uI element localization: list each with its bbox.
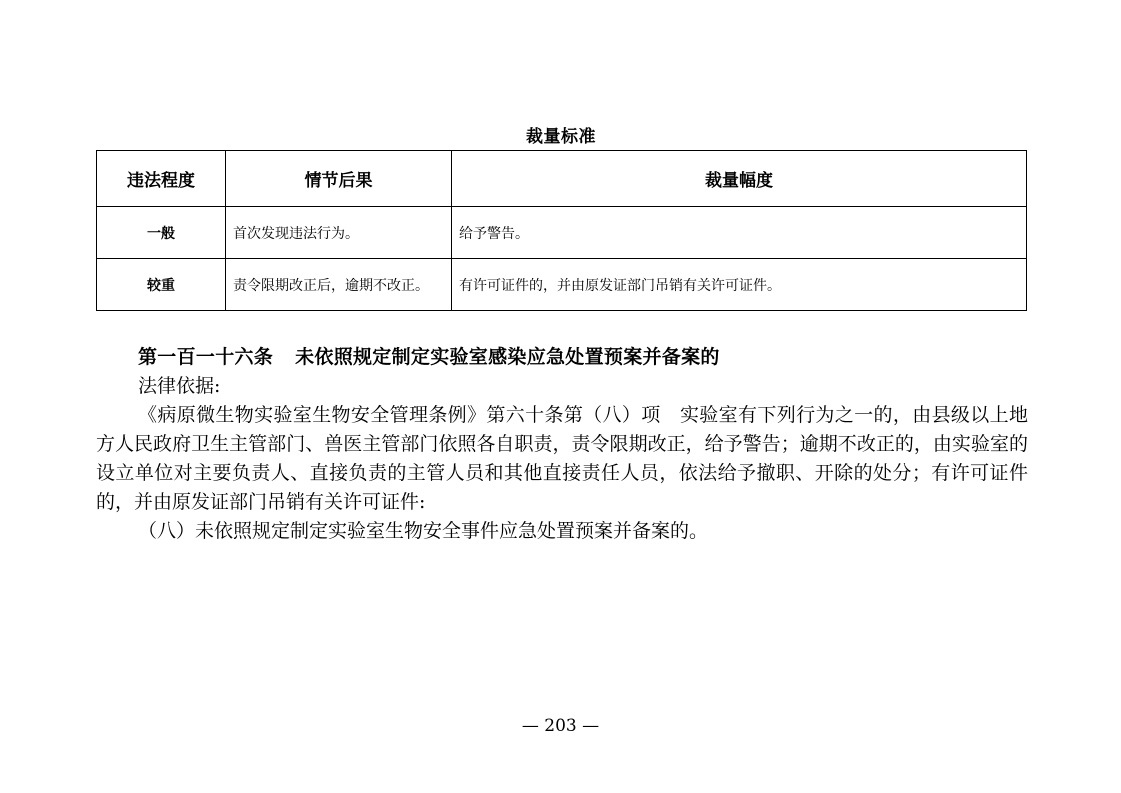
table-row xyxy=(97,259,1027,311)
row-circumstance: 责令限期改正后，逾期不改正。 xyxy=(226,259,452,311)
table-title: 裁量标准 xyxy=(526,127,596,147)
table-header-row xyxy=(97,151,1027,207)
article-heading xyxy=(96,343,1028,372)
legal-basis-text: 《病原微生物实验室生物安全管理条例》第六十条第（八）项 实验室有下列行为之一的，由县级以上地方人民政府卫生主管部门、兽医主管部门依照各自职责，责令限期改正，给予警告；逾期不改正的，由实验室的设立单位对主要负责人、直接负责的主管人员和其他直接责任人员，依法给予撤职、开除的处分；有许可证件的，并由原发证部门吊销有关许可证件: xyxy=(96,404,1028,513)
header-circumstance: 情节后果 xyxy=(226,151,452,207)
article-section xyxy=(96,343,1028,546)
row-penalty: 有许可证件的，并由原发证部门吊销有关许可证件。 xyxy=(452,259,1027,311)
row-level: 一般 xyxy=(97,207,226,259)
legal-basis-item: （八）未依照规定制定实验室生物安全事件应急处置预案并备案的。 xyxy=(138,520,709,542)
table-row xyxy=(97,207,1027,259)
header-penalty-range: 裁量幅度 xyxy=(452,151,1027,207)
legal-basis-label: 法律依据: xyxy=(138,375,221,397)
article-number: 第一百一十六条 xyxy=(138,346,274,368)
row-circumstance: 首次发现违法行为。 xyxy=(226,207,452,259)
row-level: 较重 xyxy=(97,259,226,311)
page-number: — 203 — xyxy=(521,716,600,736)
article-title: 未依照规定制定实验室感染应急处置预案并备案的 xyxy=(295,346,720,368)
row-penalty: 给予警告。 xyxy=(452,207,1027,259)
header-violation-degree: 违法程度 xyxy=(97,151,226,207)
discretion-standard-table xyxy=(96,150,1027,311)
